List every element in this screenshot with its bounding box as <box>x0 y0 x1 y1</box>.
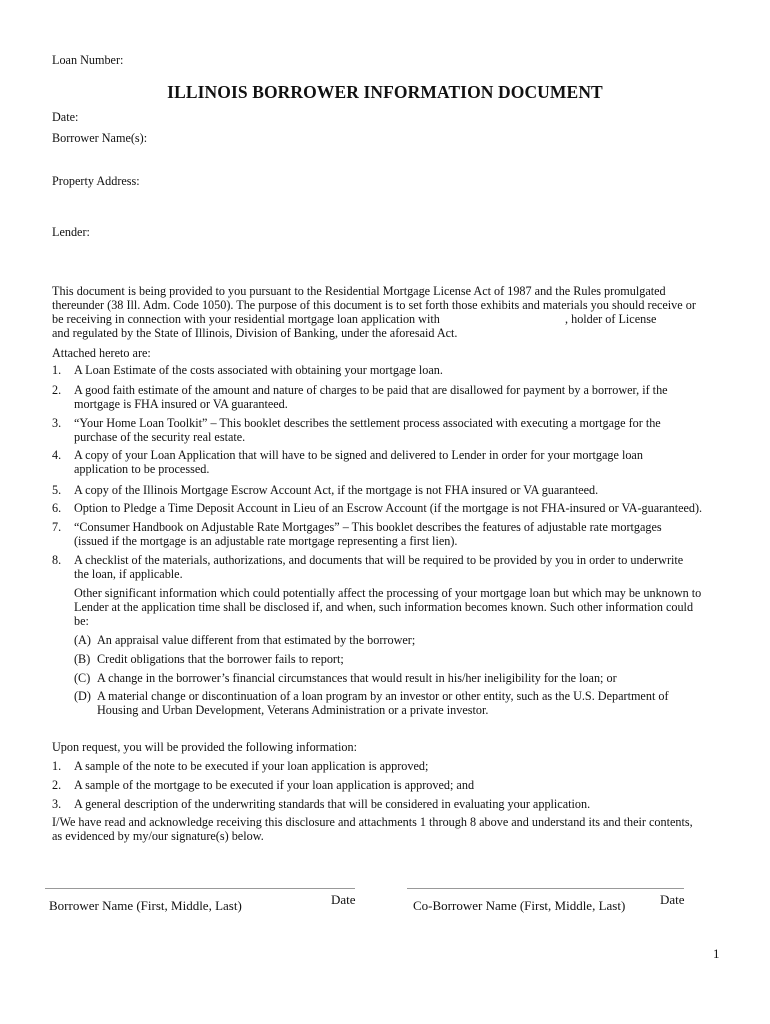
acknowledge-line-1: I/We have read and acknowledge receiving this disclosure and attachments 1 through 8 above and understand its and their contents, <box>52 815 693 829</box>
property-address-label: Property Address: <box>52 174 140 188</box>
attached-item-number: 3. <box>52 416 62 430</box>
coborrower-signature-line[interactable] <box>407 888 684 889</box>
coborrower-name-label: Co-Borrower Name (First, Middle, Last) <box>413 898 626 913</box>
date-label: Date: <box>52 110 79 124</box>
attached-item-text: A checklist of the materials, authorizations, and documents that will be required to be provided by you in order to underwrite <box>74 553 684 567</box>
request-item-text: A general description of the underwriting standards that will be considered in evaluating your application. <box>74 797 591 811</box>
intro-line-4: and regulated by the State of Illinois, Division of Banking, under the aforesaid Act. <box>52 326 458 340</box>
other-info-item-label: (D) <box>74 689 91 703</box>
attached-item-number: 1. <box>52 363 62 377</box>
request-item-number: 1. <box>52 759 62 773</box>
attached-item-text: purchase of the security real estate. <box>74 430 246 444</box>
attached-item-number: 2. <box>52 383 62 397</box>
attached-item-text: “Your Home Loan Toolkit” – This booklet describes the settlement process associated with executing a mortgage for the <box>74 416 661 430</box>
attached-item-text: (issued if the mortgage is an adjustable rate mortgage representing a first lien). <box>74 534 458 548</box>
attached-label: Attached hereto are: <box>52 346 151 360</box>
other-info-line: Lender at the application time shall be disclosed if, and when, such information becomes known. Such other information could <box>74 600 694 614</box>
attached-item-text: “Consumer Handbook on Adjustable Rate Mortgages” – This booklet describes the features of adjustable rate mortgages <box>74 520 662 534</box>
attached-item-text: A copy of your Loan Application that will have to be signed and delivered to Lender in order for your mortgage loan <box>74 448 643 462</box>
lender-label: Lender: <box>52 225 90 239</box>
attached-item-number: 7. <box>52 520 62 534</box>
attached-item-text: application to be processed. <box>74 462 210 476</box>
attached-item-number: 6. <box>52 501 62 515</box>
attached-item-text: A Loan Estimate of the costs associated with obtaining your mortgage loan. <box>74 363 443 377</box>
loan-number-label: Loan Number: <box>52 53 124 67</box>
other-info-item-text: An appraisal value different from that estimated by the borrower; <box>97 633 416 647</box>
borrower-date-label: Date <box>331 892 356 907</box>
other-info-item-text: A material change or discontinuation of a loan program by an investor or other entity, such as the U.S. Department of <box>97 689 669 703</box>
attached-item-number: 4. <box>52 448 62 462</box>
borrower-names-label: Borrower Name(s): <box>52 131 148 145</box>
other-info-item-text: A change in the borrower’s financial circumstances that would result in his/her ineligibility for the loan; or <box>97 671 617 685</box>
other-info-item-text: Housing and Urban Development, Veterans Administration or a private investor. <box>97 703 489 717</box>
other-info-item-label: (C) <box>74 671 91 685</box>
other-info-item-text: Credit obligations that the borrower fails to report; <box>97 652 344 666</box>
request-item-text: A sample of the note to be executed if your loan application is approved; <box>74 759 429 773</box>
acknowledge-line-2: as evidenced by my/our signature(s) below. <box>52 829 264 843</box>
other-info-line: Other significant information which could potentially affect the processing of your mortgage loan but which may be unknown to <box>74 586 702 600</box>
request-item-number: 2. <box>52 778 62 792</box>
attached-item-text: A good faith estimate of the amount and nature of charges to be paid that are disallowed for payment by a borrower, if the <box>74 383 668 397</box>
page-number: 1 <box>713 946 720 961</box>
other-info-item-label: (A) <box>74 633 91 647</box>
other-info-item-label: (B) <box>74 652 91 666</box>
attached-item-text: the loan, if applicable. <box>74 567 183 581</box>
other-info-line: be: <box>74 614 89 628</box>
attached-item-text: Option to Pledge a Time Deposit Account in Lieu of an Escrow Account (if the mortgage is not FHA-insured or VA-guaranteed). <box>74 501 703 515</box>
request-item-number: 3. <box>52 797 62 811</box>
request-item-text: A sample of the mortgage to be executed if your loan application is approved; and <box>74 778 475 792</box>
intro-line-1: This document is being provided to you pursuant to the Residential Mortgage License Act of 1987 and the Rules promulgated <box>52 284 666 298</box>
attached-item-number: 5. <box>52 483 62 497</box>
coborrower-date-label: Date <box>660 892 685 907</box>
borrower-signature-line[interactable] <box>45 888 355 889</box>
intro-line-3a: be receiving in connection with your residential mortgage loan application with <box>52 312 440 326</box>
document-title: ILLINOIS BORROWER INFORMATION DOCUMENT <box>167 82 603 102</box>
attached-item-number: 8. <box>52 553 62 567</box>
attached-item-text: A copy of the Illinois Mortgage Escrow Account Act, if the mortgage is not FHA insured or VA guaranteed. <box>74 483 599 497</box>
intro-line-2: thereunder (38 Ill. Adm. Code 1050). The purpose of this document is to set forth those exhibits and materials you should receive or <box>52 298 696 312</box>
attached-item-text: mortgage is FHA insured or VA guaranteed. <box>74 397 288 411</box>
upon-request-label: Upon request, you will be provided the following information: <box>52 740 357 754</box>
intro-line-3b: , holder of License <box>565 312 657 326</box>
borrower-name-label: Borrower Name (First, Middle, Last) <box>49 898 242 913</box>
